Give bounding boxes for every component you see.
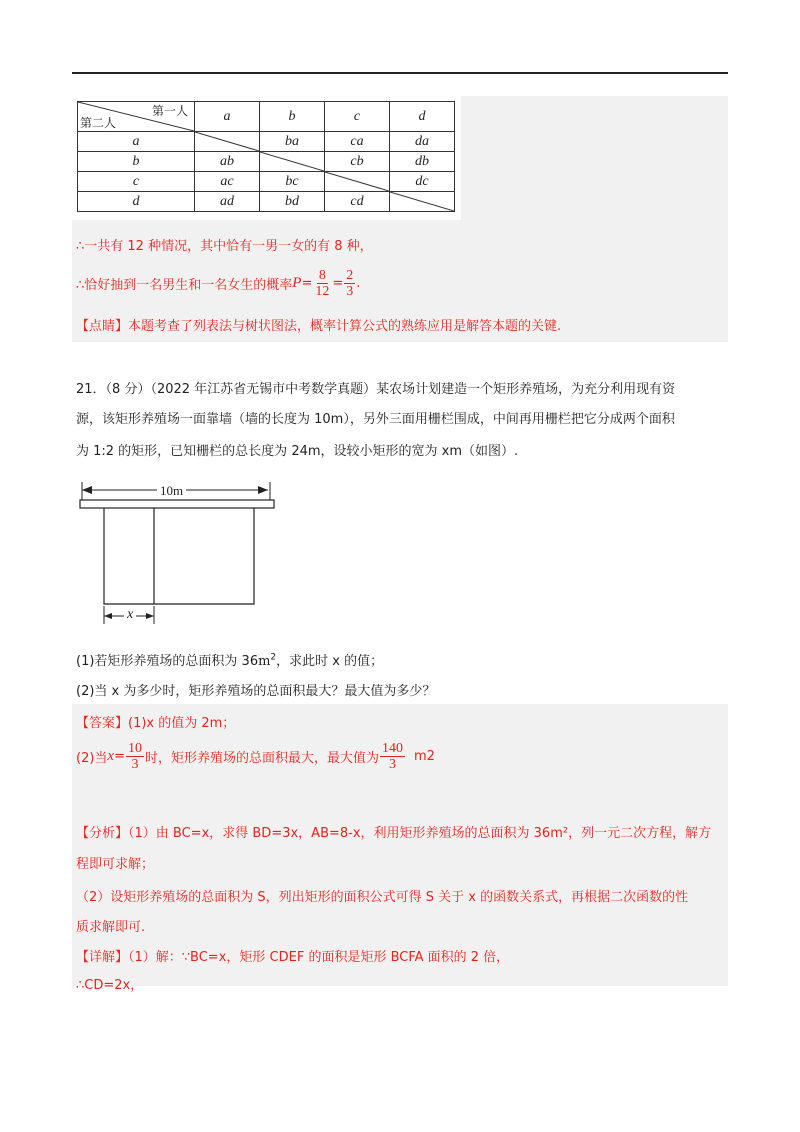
comment-text: 【点睛】本题考查了列表法与树状图法，概率计算公式的熟练应用是解答本题的关键. (76, 319, 562, 334)
frac-denominator: 3 (389, 757, 397, 772)
cell-diagonal (325, 172, 389, 191)
analysis-line-2: 程即可求解； (76, 857, 155, 872)
equals-sign: = (332, 276, 344, 291)
probability-prefix: ∴恰好抽到一名男生和一名女生的概率 (76, 278, 293, 293)
a2-prefix: (2)当 (76, 751, 108, 766)
table-cell: ac (195, 172, 260, 192)
fraction-8-12 (313, 268, 331, 299)
fraction-10-3 (126, 741, 144, 772)
row-label: c (78, 172, 195, 192)
q1-unit: m (258, 654, 271, 669)
a2-unit: m2 (414, 749, 435, 764)
row-label: d (78, 192, 195, 212)
diagonal-cell (325, 172, 390, 192)
fraction-140-3 (380, 741, 405, 772)
header-second-person: 第二人 (80, 116, 117, 130)
header-rule (72, 72, 728, 74)
answer-part-2 (76, 741, 435, 772)
solution-count-text: ∴一共有 12 种情况，其中恰有一男一女的有 8 种， (76, 239, 373, 254)
answer-part-1: 【答案】(1)x 的值为 2m； (76, 716, 236, 731)
table-cell: da (390, 132, 455, 152)
a2-x: x (107, 748, 115, 764)
cell-diagonal (390, 192, 454, 211)
equals-sign: = (301, 276, 313, 291)
col-header: c (325, 102, 390, 132)
frac-numerator: 2 (346, 268, 354, 283)
col-header: b (260, 102, 325, 132)
table-cell: ad (195, 192, 260, 212)
wall-rect (80, 500, 274, 508)
arrow-right-icon (258, 486, 268, 494)
x-arrow-right-icon (146, 613, 154, 619)
question-2: (2)当 x 为多少时，矩形养殖场的总面积最大？最大值为多少？ (76, 684, 436, 699)
period: . (356, 276, 361, 291)
farm-figure (78, 478, 278, 626)
detail-line-1: 【详解】（1）解：∵BC=x，矩形 CDEF 的面积是矩形 BCFA 面积的 2 倍， (76, 950, 510, 965)
table-diagonal-header (78, 102, 195, 132)
table-row (78, 132, 455, 152)
header-first-person: 第一人 (151, 104, 188, 118)
diagonal-cell (195, 132, 260, 152)
cell-diagonal (260, 152, 324, 171)
table-cell: ab (195, 152, 260, 172)
q1-superscript: 2 (270, 652, 277, 663)
fraction-2-3 (344, 268, 355, 299)
col-header: a (195, 102, 260, 132)
table-cell: ca (325, 132, 390, 152)
row-label: a (78, 132, 195, 152)
frac-denominator: 3 (346, 284, 354, 299)
diagonal-cell (260, 152, 325, 172)
x-width-label: x (124, 607, 136, 623)
probability-table (77, 101, 455, 212)
table-cell: ba (260, 132, 325, 152)
frac-numerator: 8 (318, 268, 326, 283)
probability-line (76, 268, 360, 299)
frac-denominator: 12 (315, 284, 330, 299)
frac-denominator: 3 (131, 757, 139, 772)
table-cell: cd (325, 192, 390, 212)
problem-21-line1: 21．（8 分）（2022 年江苏省无锡市中考数学真题）某农场计划建造一个矩形养殖场，为充分利用现有资 (76, 382, 676, 397)
table-cell: bc (260, 172, 325, 192)
row-label: b (78, 152, 195, 172)
q1-prefix: (1)若矩形养殖场的总面积为 36 (76, 654, 259, 669)
table-row (78, 172, 455, 192)
col-header: d (390, 102, 455, 132)
table-cell: cb (325, 152, 390, 172)
fence-outline (104, 508, 254, 604)
analysis-line-1: 【分析】（1）由 BC=x，求得 BD=3x，AB=8-x，利用矩形养殖场的总面积为 36m²，列一元二次方程，解方 (76, 826, 712, 841)
table-cell: bd (260, 192, 325, 212)
diagonal-cell (390, 192, 455, 212)
question-1 (76, 650, 383, 669)
table-row (78, 192, 455, 212)
problem-21-line2: 源，该矩形养殖场一面靠墙（墙的长度为 10m），另外三面用栅栏围成，中间再用栅栏把它分成两个面积 (76, 412, 675, 427)
analysis-line-3: （2）设矩形养殖场的总面积为 S，列出矩形的面积公式可得 S 关于 x 的函数关系式，再根据二次函数的性 (76, 890, 689, 905)
analysis-line-4: 质求解即可. (76, 920, 146, 935)
table-row (78, 152, 455, 172)
table-cell: dc (390, 172, 455, 192)
a2-middle: 时，矩形养殖场的总面积最大，最大值为 (145, 751, 380, 766)
p-symbol: P (292, 275, 302, 291)
wall-length-label: 10m (157, 483, 186, 499)
arrow-left-icon (82, 486, 92, 494)
detail-line-2: ∴CD=2x， (76, 978, 144, 993)
frac-numerator: 140 (382, 741, 404, 756)
a2-eq: = (114, 749, 125, 764)
frac-numerator: 10 (128, 741, 142, 756)
problem-21-line3: 为 1:2 的矩形，已知栅栏的总长度为 24m，设较小矩形的宽为 xm（如图）. (76, 444, 519, 459)
q1-suffix: ，求此时 x 的值； (276, 654, 384, 669)
table-cell: db (390, 152, 455, 172)
cell-diagonal (195, 132, 259, 151)
x-arrow-left-icon (104, 613, 112, 619)
